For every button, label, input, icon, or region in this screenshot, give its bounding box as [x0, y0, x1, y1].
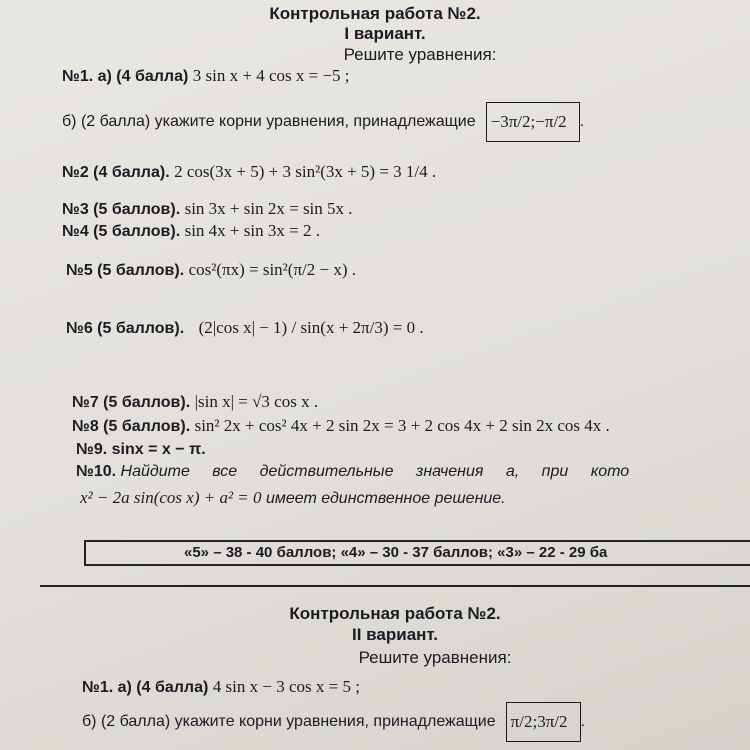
v2-p1b-label: б) (2 балла) укажите корни уравнения, принадлежащие [82, 713, 496, 730]
v1-problem-2 [62, 162, 436, 183]
grading-box [84, 540, 750, 566]
v1-instruction: Решите уравнения: [343, 45, 497, 64]
v1-p2-equation: 2 cos(3x + 5) + 3 sin²(3x + 5) = 3 1/4 . [174, 162, 437, 181]
v2-p1a-equation: 4 sin x − 3 cos x = 5 ; [212, 677, 360, 696]
v1-p1a-equation: 3 sin x + 4 cos x = −5 ; [192, 66, 350, 85]
v1-problem-3 [62, 199, 353, 220]
v2-p1b-from: π/2 [510, 712, 533, 731]
v1-problem-8 [72, 416, 610, 437]
v1-p9-text: №9. sinx = x − π. [76, 441, 206, 458]
v1-p3-label: №3 (5 баллов). [62, 201, 181, 218]
v2-p1b-interval: π/2 ; 3π/2 [506, 702, 572, 742]
v2-problem-1b: б) (2 балла) укажите корни уравнения, принадлежащие π/2 ; 3π/2 . [82, 700, 585, 744]
v1-p1a-label: №1. а) (4 балла) [62, 68, 189, 85]
v2-instruction: Решите уравнения: [358, 648, 512, 667]
v2-problem-1a [82, 677, 360, 698]
v1-problem-1a [62, 66, 350, 87]
v1-p10-equation: x² − 2a sin(cos x) + a² = 0 [80, 488, 262, 507]
v1-p3-equation: sin 3x + sin 2x = sin 5x . [184, 199, 353, 218]
v2-variant: II вариант. [352, 625, 438, 644]
v1-problem-10 [76, 462, 629, 482]
v1-p10-text: Найдите все действительные значения а, при кото [120, 463, 630, 480]
v2-p1a-label: №1. а) (4 балла) [82, 679, 209, 696]
v1-problem-4 [62, 221, 320, 242]
v2-title: Контрольная работа №2. [289, 604, 501, 623]
v1-p10-label: №10. [76, 463, 117, 480]
v1-p4-label: №4 (5 баллов). [62, 223, 181, 240]
v1-problem-6 [66, 318, 424, 339]
v1-p6-label: №6 (5 баллов). [66, 320, 185, 337]
v1-p7-label: №7 (5 баллов). [72, 394, 191, 411]
v1-p8-label: №8 (5 баллов). [72, 418, 191, 435]
v1-p2-label: №2 (4 балла). [62, 164, 170, 181]
v1-p4-equation: sin 4x + sin 3x = 2 . [184, 221, 320, 240]
divider-line [40, 585, 750, 587]
v1-p7-equation: |sin x| = √3 cos x . [194, 392, 319, 411]
v1-p5-label: №5 (5 баллов). [66, 262, 185, 279]
v1-p1b-to: −π/2 [535, 112, 567, 131]
v1-p8-equation: sin² 2x + cos² 4x + 2 sin 2x = 3 + 2 cos 4x + 2 sin 2x cos 4x . [194, 416, 610, 435]
v2-p1b-to: 3π/2 [537, 712, 568, 731]
v1-variant: I вариант. [344, 24, 426, 43]
v1-p10-tail: имеет единственное решение. [265, 490, 506, 507]
v1-p1b-interval: −3π/2 ; −π/2 [486, 102, 571, 142]
grading-text: «5» – 38 - 40 баллов; «4» – 30 - 37 баллов; «3» – 22 - 29 ба [184, 544, 608, 561]
v1-p6-equation: (2|cos x| − 1) / sin(x + 2π/3) = 0 . [198, 318, 424, 337]
v1-p1b-label: б) (2 балла) укажите корни уравнения, принадлежащие [62, 113, 476, 130]
v1-problem-5 [66, 260, 356, 281]
v1-problem-1b: б) (2 балла) укажите корни уравнения, принадлежащие −3π/2 ; −π/2 . [62, 100, 584, 144]
v1-title: Контрольная работа №2. [269, 4, 481, 23]
v1-p1b-from: −3π/2 [490, 112, 531, 131]
v1-problem-9 [76, 440, 206, 460]
v1-p5-equation: cos²(πx) = sin²(π/2 − x) . [188, 260, 356, 279]
v1-problem-7 [72, 392, 318, 413]
v1-problem-10-cont [80, 488, 506, 509]
